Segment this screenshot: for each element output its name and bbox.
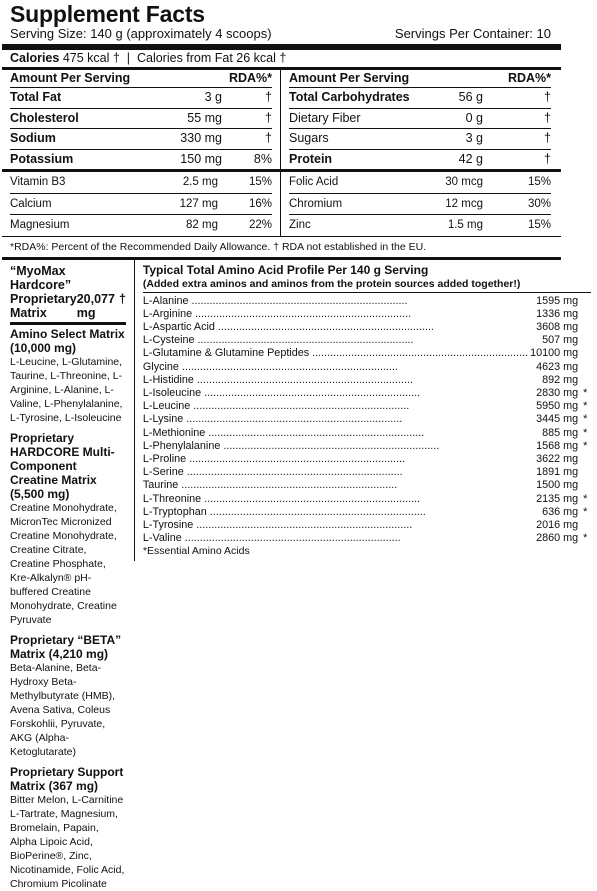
- vitamin-name: Calcium: [10, 197, 52, 210]
- nutrient-name: Total Carbohydrates: [289, 90, 410, 104]
- amino-row: [143, 440, 591, 453]
- amino-value: 2860: [536, 532, 561, 545]
- vitamin-name: Magnesium: [10, 219, 70, 231]
- matrix-label: Proprietary Matrix: [10, 291, 77, 320]
- amino-essential-mark: *: [583, 400, 588, 413]
- nutrient-rda: †: [544, 151, 551, 166]
- amino-name: L-Threonine .....: [143, 493, 534, 506]
- amino-unit: mg: [563, 479, 579, 492]
- amino-row: [143, 506, 591, 519]
- amino-name: L-Histidine .....: [143, 374, 540, 387]
- amino-name: L-Glutamine & Glutamine Peptides .....: [143, 347, 528, 360]
- nutrient-amount: 330 mg: [180, 131, 222, 145]
- amino-value: 3608: [536, 320, 561, 333]
- amino-name: L-Proline .....: [143, 453, 534, 466]
- nutrient-rda: 8%: [253, 151, 272, 166]
- nutrient-amount: 150 mg: [180, 151, 222, 166]
- amino-essential-mark: [583, 334, 591, 347]
- amino-unit: mg: [563, 386, 579, 399]
- amino-name: Taurine .....: [143, 479, 534, 492]
- amino-row: [143, 493, 591, 506]
- amino-value: 3622: [536, 452, 561, 465]
- divider: [143, 292, 591, 293]
- vitamin-rda: 30%: [527, 197, 551, 210]
- proprietary-matrix-line: [10, 292, 126, 320]
- amino-value: 1336: [536, 307, 561, 320]
- amino-row: [143, 308, 591, 321]
- amino-essential-mark: [583, 321, 591, 334]
- amino-essential-mark: *: [583, 492, 588, 505]
- vitamin-amount: 1.5 mg: [447, 219, 483, 231]
- serving-info: [2, 26, 561, 42]
- amino-row: [143, 466, 591, 479]
- amino-essential-mark: *: [583, 386, 588, 399]
- amino-essential-mark: [583, 453, 591, 466]
- vitamin-row: [289, 214, 551, 236]
- amino-name: Glycine .....: [143, 361, 534, 374]
- amino-heading: Typical Total Amino Acid Profile Per 140 g Serving: [142, 262, 429, 277]
- amino-row: [143, 427, 591, 440]
- nutrient-amount: 55 mg: [187, 110, 222, 125]
- amino-list: [143, 295, 591, 546]
- amino-name: L-Lysine .....: [143, 413, 534, 426]
- servings-per-container: Servings Per Container: 10: [394, 26, 551, 41]
- nutrient-name: Total Fat: [10, 90, 62, 104]
- amino-unit: mg: [563, 505, 579, 518]
- rda-header: RDA%*: [507, 71, 551, 85]
- amino-name: L-Methionine .....: [143, 427, 540, 440]
- vitamin-rda: 22%: [248, 219, 272, 231]
- amino-unit: mg: [563, 532, 579, 545]
- thick-divider: [10, 322, 126, 325]
- amino-unit: mg: [563, 307, 579, 320]
- amino-essential-mark: *: [583, 505, 588, 518]
- calories-dagger: †: [112, 51, 120, 65]
- nutrient-rda: †: [544, 131, 551, 145]
- vitamin-name: Chromium: [289, 197, 343, 210]
- vitamin-rda: 15%: [527, 219, 551, 231]
- amino-row: [143, 295, 591, 308]
- amino-unit: mg: [563, 320, 579, 333]
- amino-essential-mark: [583, 308, 591, 321]
- amino-row: [143, 374, 591, 387]
- amino-name: L-Cysteine .....: [143, 334, 540, 347]
- matrix-title: Proprietary “BETA” Matrix (4,210 mg): [10, 632, 122, 661]
- nutrient-row: [289, 87, 551, 108]
- serving-size: Serving Size: 140 g (approximately 4 scoops): [10, 26, 272, 41]
- nutrient-column-left: [2, 70, 281, 169]
- amino-name: L-Aspartic Acid .....: [143, 321, 534, 334]
- amino-unit: mg: [563, 518, 579, 531]
- vitamin-row: [10, 193, 272, 215]
- amino-name: L-Leucine .....: [143, 400, 534, 413]
- amino-value: 892: [542, 373, 561, 386]
- amino-unit: mg: [563, 492, 579, 505]
- nutrient-rda: †: [265, 110, 272, 125]
- amino-unit: mg: [563, 452, 579, 465]
- amino-value: 885: [542, 426, 561, 439]
- amino-row: [143, 334, 591, 347]
- amino-footnote: *Essential Amino Acids: [142, 545, 250, 558]
- amino-row: [143, 532, 591, 545]
- product-name: “MyoMax Hardcore”: [10, 263, 72, 292]
- amount-header: Amount Per Serving: [10, 71, 131, 85]
- nutrient-name: Potassium: [10, 151, 74, 166]
- rda-header: RDA%*: [228, 71, 272, 85]
- amino-essential-mark: [583, 479, 591, 492]
- amino-unit: mg: [563, 347, 579, 360]
- amino-value: 1595: [536, 294, 561, 307]
- amino-value: 2016: [536, 518, 561, 531]
- amino-value: 1891: [536, 466, 561, 479]
- vitamin-amount: 30 mcg: [445, 176, 483, 188]
- nutrient-name: Sodium: [10, 131, 56, 145]
- vitamin-row: [10, 172, 272, 193]
- panel-title: Supplement Facts: [10, 1, 205, 27]
- amino-value: 4623: [536, 360, 561, 373]
- amino-value: 636: [542, 505, 561, 518]
- nutrient-row: [289, 128, 551, 149]
- matrix-ingredients: Creatine Monohydrate, MicronTec Micronized Creatine Monohydrate, Creatine Citrate, Creatine Phosphate, Kre-Alkalyn® pH-buffered Creatine Monohydrate, Creatine Pyruvate: [10, 501, 117, 626]
- amino-row: [143, 347, 591, 360]
- amino-row: [143, 321, 591, 334]
- amino-name: L-Arginine .....: [143, 308, 534, 321]
- column-header: [10, 70, 272, 87]
- amino-essential-mark: *: [583, 532, 588, 545]
- amino-essential-mark: *: [583, 413, 588, 426]
- amino-row: [143, 361, 591, 374]
- vitamin-name: Vitamin B3: [10, 176, 66, 188]
- matrix-list: [10, 327, 126, 891]
- amino-unit: mg: [563, 426, 579, 439]
- amino-name: L-Tyrosine .....: [143, 519, 534, 532]
- amino-value: 1568: [536, 439, 561, 452]
- amino-essential-mark: [583, 374, 591, 387]
- nutrient-rda: †: [265, 90, 272, 104]
- amount-header: Amount Per Serving: [289, 71, 410, 85]
- nutrient-name: Sugars: [289, 131, 329, 145]
- vitamin-column-right: [281, 172, 561, 236]
- vitamin-row: [289, 172, 551, 193]
- amino-essential-mark: *: [583, 426, 588, 439]
- rda-footnote: *RDA%: Percent of the Recommended Daily Allowance. † RDA not established in the EU.: [10, 240, 427, 253]
- calories-line: Calories 475 kcal † | Calories from Fat 26 kcal †: [10, 51, 287, 65]
- amino-essential-mark: [583, 295, 591, 308]
- proprietary-blend: [2, 260, 135, 890]
- nutrient-row: [10, 149, 272, 170]
- nutrient-row: [10, 128, 272, 149]
- amino-name: L-Isoleucine .....: [143, 387, 534, 400]
- matrix-ingredients: Bitter Melon, L-Carnitine L-Tartrate, Magnesium, Bromelain, Papain, Alpha Lipoic Acid, BioPerine®, Zinc, Nicotinamide, Folic Acid, Chromium Picolinate: [10, 793, 125, 890]
- matrix-ingredients: L-Leucine, L-Glutamine, Taurine, L-Threonine, L-Arginine, L-Alanine, L-Valine, L-Phenylalanine, L-Tyrosine, L-Isoleucine: [10, 355, 123, 424]
- nutrient-row: [10, 108, 272, 129]
- amino-value: 1500: [536, 479, 561, 492]
- nutrient-rda: †: [544, 90, 551, 104]
- nutrient-name: Dietary Fiber: [289, 110, 361, 125]
- calories-from-fat: Calories from Fat 26 kcal: [136, 51, 276, 65]
- amino-unit: mg: [563, 373, 579, 386]
- vitamin-name: Folic Acid: [289, 176, 339, 188]
- amino-row: [143, 453, 591, 466]
- nutrient-name: Protein: [289, 151, 333, 166]
- amino-unit: mg: [563, 294, 579, 307]
- nutrient-amount: 0 g: [465, 110, 483, 125]
- amino-name: L-Valine .....: [143, 532, 534, 545]
- vitamin-row: [10, 214, 272, 236]
- vitamin-column-left: [2, 172, 281, 236]
- amino-unit: mg: [563, 334, 579, 347]
- amino-name: L-Tryptophan .....: [143, 506, 540, 519]
- matrix-title: Proprietary HARDCORE Multi-Component Creatine Matrix (5,500 mg): [10, 430, 115, 501]
- amino-unit: mg: [563, 466, 579, 479]
- matrix-amount: 20,077 mg: [76, 291, 115, 320]
- amino-unit: mg: [563, 360, 579, 373]
- vitamin-rda: 16%: [248, 197, 272, 210]
- vitamin-rda: 15%: [527, 176, 551, 188]
- amino-essential-mark: [583, 466, 591, 479]
- amino-row: [143, 387, 591, 400]
- amino-essential-mark: [583, 361, 591, 374]
- nutrient-row: [289, 149, 551, 170]
- nutrient-name: Cholesterol: [10, 110, 79, 125]
- nutrient-row: [10, 87, 272, 108]
- calories-fat-dagger: †: [279, 51, 287, 65]
- amino-value: 10100: [530, 347, 561, 360]
- vitamin-rda: 15%: [248, 176, 272, 188]
- matrix-title: Amino Select Matrix (10,000 mg): [10, 326, 125, 355]
- calories-value: 475 kcal: [62, 51, 110, 65]
- vitamin-amount: 12 mcg: [445, 197, 483, 210]
- amino-essential-mark: *: [583, 439, 588, 452]
- amino-unit: mg: [563, 413, 579, 426]
- matrix-title: Proprietary Support Matrix (367 mg): [10, 764, 124, 793]
- amino-unit: mg: [563, 439, 579, 452]
- amino-acid-profile: [135, 260, 597, 561]
- amino-row: [143, 519, 591, 532]
- nutrient-rda: †: [265, 131, 272, 145]
- amino-row: [143, 400, 591, 413]
- matrix-ingredients: Beta-Alanine, Beta-Hydroxy Beta-Methylbutyrate (HMB), Avena Sativa, Coleus Forskohlii, Pyruvate, AKG (Alpha-Ketoglutarate): [10, 661, 116, 758]
- vitamin-amount: 82 mg: [186, 219, 218, 231]
- amino-value: 507: [542, 334, 561, 347]
- calories-label: Calories: [10, 51, 60, 65]
- amino-essential-mark: [583, 347, 591, 360]
- amino-note: (Added extra aminos and aminos from the protein sources added together!): [142, 277, 521, 290]
- nutrient-amount: 42 g: [458, 151, 483, 166]
- column-header: [289, 70, 551, 87]
- vitamin-columns: [2, 172, 561, 236]
- vitamin-amount: 127 mg: [179, 197, 218, 210]
- amino-row: [143, 479, 591, 492]
- nutrient-columns: [2, 70, 561, 169]
- vitamin-row: [289, 193, 551, 215]
- nutrient-column-right: [281, 70, 561, 169]
- amino-value: 5950: [536, 400, 561, 413]
- nutrient-amount: 3 g: [465, 131, 483, 145]
- vitamin-amount: 2.5 mg: [182, 176, 218, 188]
- matrix-dagger: †: [118, 291, 126, 306]
- vitamin-name: Zinc: [289, 219, 311, 231]
- amino-value: 2830: [536, 386, 561, 399]
- amino-row: [143, 413, 591, 426]
- amino-unit: mg: [563, 400, 579, 413]
- amino-name: L-Serine .....: [143, 466, 534, 479]
- supplement-facts-panel: [2, 1, 588, 890]
- nutrient-amount: 56 g: [458, 90, 483, 104]
- amino-value: 2135: [536, 492, 561, 505]
- blend-section: [2, 260, 588, 890]
- amino-name: L-Alanine .....: [143, 295, 534, 308]
- nutrient-amount: 3 g: [204, 90, 222, 104]
- amino-essential-mark: [583, 519, 591, 532]
- amino-value: 3445: [536, 413, 561, 426]
- nutrient-row: [289, 108, 551, 129]
- amino-name: L-Phenylalanine .....: [143, 440, 534, 453]
- nutrient-rda: †: [544, 110, 551, 125]
